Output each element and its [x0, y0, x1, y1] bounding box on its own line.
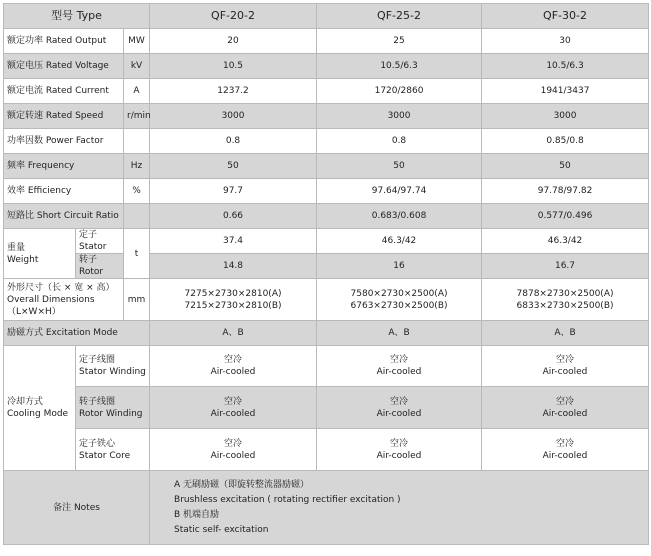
cell: 16.7: [482, 254, 649, 279]
cooling-label: [4, 346, 76, 471]
table-row: [4, 204, 649, 229]
cell: 97.7: [150, 179, 317, 204]
weight-unit: t: [124, 229, 150, 279]
note-line: Brushless excitation ( rotating rectifier excitation ): [174, 494, 401, 505]
value-cn: 空冷: [224, 438, 243, 449]
cell: 3000: [482, 104, 649, 129]
cell: 10.5: [150, 54, 317, 79]
row-unit: [124, 129, 150, 154]
excitation-row: [4, 321, 649, 346]
cell: 97.78/97.82: [482, 179, 649, 204]
value-cn: 空冷: [556, 355, 575, 365]
cooling-item-cn: 定子线圈: [79, 355, 116, 365]
model-header: QF-25-2: [317, 4, 482, 29]
note-line: B 机端自励: [174, 509, 220, 520]
header-row: [4, 4, 649, 29]
table-row: [4, 179, 649, 204]
model-header: QF-30-2: [482, 4, 649, 29]
cell: [482, 387, 649, 429]
cooling-row: [4, 387, 649, 429]
cell: 3000: [150, 104, 317, 129]
value-en: Air-cooled: [210, 408, 256, 419]
cell: [482, 346, 649, 387]
row-label: 额定转速 Rated Speed: [4, 104, 124, 129]
value-cn: 空冷: [390, 438, 409, 449]
table-row: [4, 154, 649, 179]
dimension-value: 7580×2730×2500(A): [350, 288, 448, 299]
row-label: 频率 Frequency: [4, 154, 124, 179]
cell: 1237.2: [150, 79, 317, 104]
value-en: Air-cooled: [376, 450, 422, 461]
cell: A、B: [317, 321, 482, 346]
cell: 97.64/97.74: [317, 179, 482, 204]
cooling-item: [76, 346, 150, 387]
value-cn: 空冷: [390, 396, 409, 407]
value-en: Air-cooled: [542, 408, 588, 419]
table-row: [4, 129, 649, 154]
weight-stator-row: [4, 229, 649, 254]
cell: 25: [317, 29, 482, 54]
cell: 14.8: [150, 254, 317, 279]
cell: 0.8: [317, 129, 482, 154]
dimension-value: 6763×2730×2500(B): [350, 300, 448, 311]
cell: 0.66: [150, 204, 317, 229]
weight-label-en: Weight: [7, 254, 39, 265]
cell: 0.683/0.608: [317, 204, 482, 229]
dimensions-label: [4, 279, 124, 321]
cooling-label-cn: 冷却方式: [7, 397, 44, 407]
cell: [317, 429, 482, 471]
value-cn: 空冷: [390, 355, 409, 365]
cell: [317, 279, 482, 321]
table-row: [4, 54, 649, 79]
weight-label-cn: 重量: [7, 242, 26, 253]
cell: [150, 429, 317, 471]
row-label: 额定电压 Rated Voltage: [4, 54, 124, 79]
stator-label: 定子 Stator: [76, 229, 124, 254]
cell: A、B: [482, 321, 649, 346]
cooling-item-en: Rotor Winding: [79, 408, 143, 419]
notes-content: [150, 471, 649, 545]
cell: 10.5/6.3: [482, 54, 649, 79]
row-unit: r/min: [124, 104, 150, 129]
cooling-row: [4, 429, 649, 471]
row-label: 额定电流 Rated Current: [4, 79, 124, 104]
cooling-item-en: Stator Winding: [79, 367, 146, 377]
value-en: Air-cooled: [542, 450, 588, 461]
cooling-row: [4, 346, 649, 387]
type-header: 型号 Type: [4, 4, 150, 29]
row-unit: kV: [124, 54, 150, 79]
row-unit: MW: [124, 29, 150, 54]
row-label: 额定功率 Rated Output: [4, 29, 124, 54]
value-en: Air-cooled: [542, 367, 588, 377]
row-unit: %: [124, 179, 150, 204]
cooling-item: [76, 387, 150, 429]
value-cn: 空冷: [556, 396, 575, 407]
cell: [482, 279, 649, 321]
value-en: Air-cooled: [210, 367, 256, 377]
table-row: [4, 29, 649, 54]
cell: [150, 279, 317, 321]
cell: A、B: [150, 321, 317, 346]
cell: 0.85/0.8: [482, 129, 649, 154]
spec-table: [3, 3, 649, 545]
dimensions-unit: mm: [124, 279, 150, 321]
row-unit: [124, 204, 150, 229]
cell: [317, 387, 482, 429]
model-header: QF-20-2: [150, 4, 317, 29]
note-line: Static self- excitation: [174, 524, 269, 535]
cell: 50: [150, 154, 317, 179]
value-cn: 空冷: [556, 438, 575, 449]
cooling-item-cn: 转子线圈: [79, 396, 116, 407]
cell: 1941/3437: [482, 79, 649, 104]
dimensions-label-line: （L×W×H）: [7, 306, 61, 317]
row-label: 功率因数 Power Factor: [4, 129, 124, 154]
value-cn: 空冷: [224, 355, 243, 365]
row-label: 短路比 Short Circuit Ratio: [4, 204, 124, 229]
cell: [150, 387, 317, 429]
cell: [317, 346, 482, 387]
cell: 3000: [317, 104, 482, 129]
notes-row: [4, 471, 649, 545]
weight-rotor-row: [4, 254, 649, 279]
value-en: Air-cooled: [376, 408, 422, 419]
weight-label: [4, 229, 76, 279]
table-row: [4, 104, 649, 129]
dimension-value: 6833×2730×2500(B): [516, 300, 614, 311]
cell: 50: [482, 154, 649, 179]
cell: 30: [482, 29, 649, 54]
cell: 1720/2860: [317, 79, 482, 104]
dimensions-label-line: 外形尺寸（长 × 宽 × 高）: [7, 282, 115, 293]
cell: 0.577/0.496: [482, 204, 649, 229]
cell: 20: [150, 29, 317, 54]
value-en: Air-cooled: [210, 450, 256, 461]
rotor-label: 转子 Rotor: [76, 254, 124, 279]
cell: 50: [317, 154, 482, 179]
cell: 0.8: [150, 129, 317, 154]
dimensions-row: [4, 279, 649, 321]
dimension-value: 7275×2730×2810(A): [184, 288, 282, 299]
value-en: Air-cooled: [376, 367, 422, 377]
table-row: [4, 79, 649, 104]
notes-label: 备注 Notes: [4, 471, 150, 545]
cell: 10.5/6.3: [317, 54, 482, 79]
cooling-item: [76, 429, 150, 471]
cell: 16: [317, 254, 482, 279]
row-unit: A: [124, 79, 150, 104]
dimensions-label-line: Overall Dimensions: [7, 294, 95, 305]
row-label: 效率 Efficiency: [4, 179, 124, 204]
cell: [150, 346, 317, 387]
cell: 37.4: [150, 229, 317, 254]
cell: 46.3/42: [317, 229, 482, 254]
cooling-item-en: Stator Core: [79, 450, 131, 461]
dimension-value: 7878×2730×2500(A): [516, 288, 614, 299]
note-line: A 无刷励磁（即旋转整流器励磁）: [174, 479, 310, 490]
dimension-value: 7215×2730×2810(B): [184, 300, 282, 311]
cell: 46.3/42: [482, 229, 649, 254]
cell: [482, 429, 649, 471]
cooling-label-en: Cooling Mode: [7, 409, 69, 419]
cooling-item-cn: 定子铁心: [79, 438, 116, 449]
excitation-label: 励磁方式 Excitation Mode: [4, 321, 150, 346]
value-cn: 空冷: [224, 396, 243, 407]
row-unit: Hz: [124, 154, 150, 179]
